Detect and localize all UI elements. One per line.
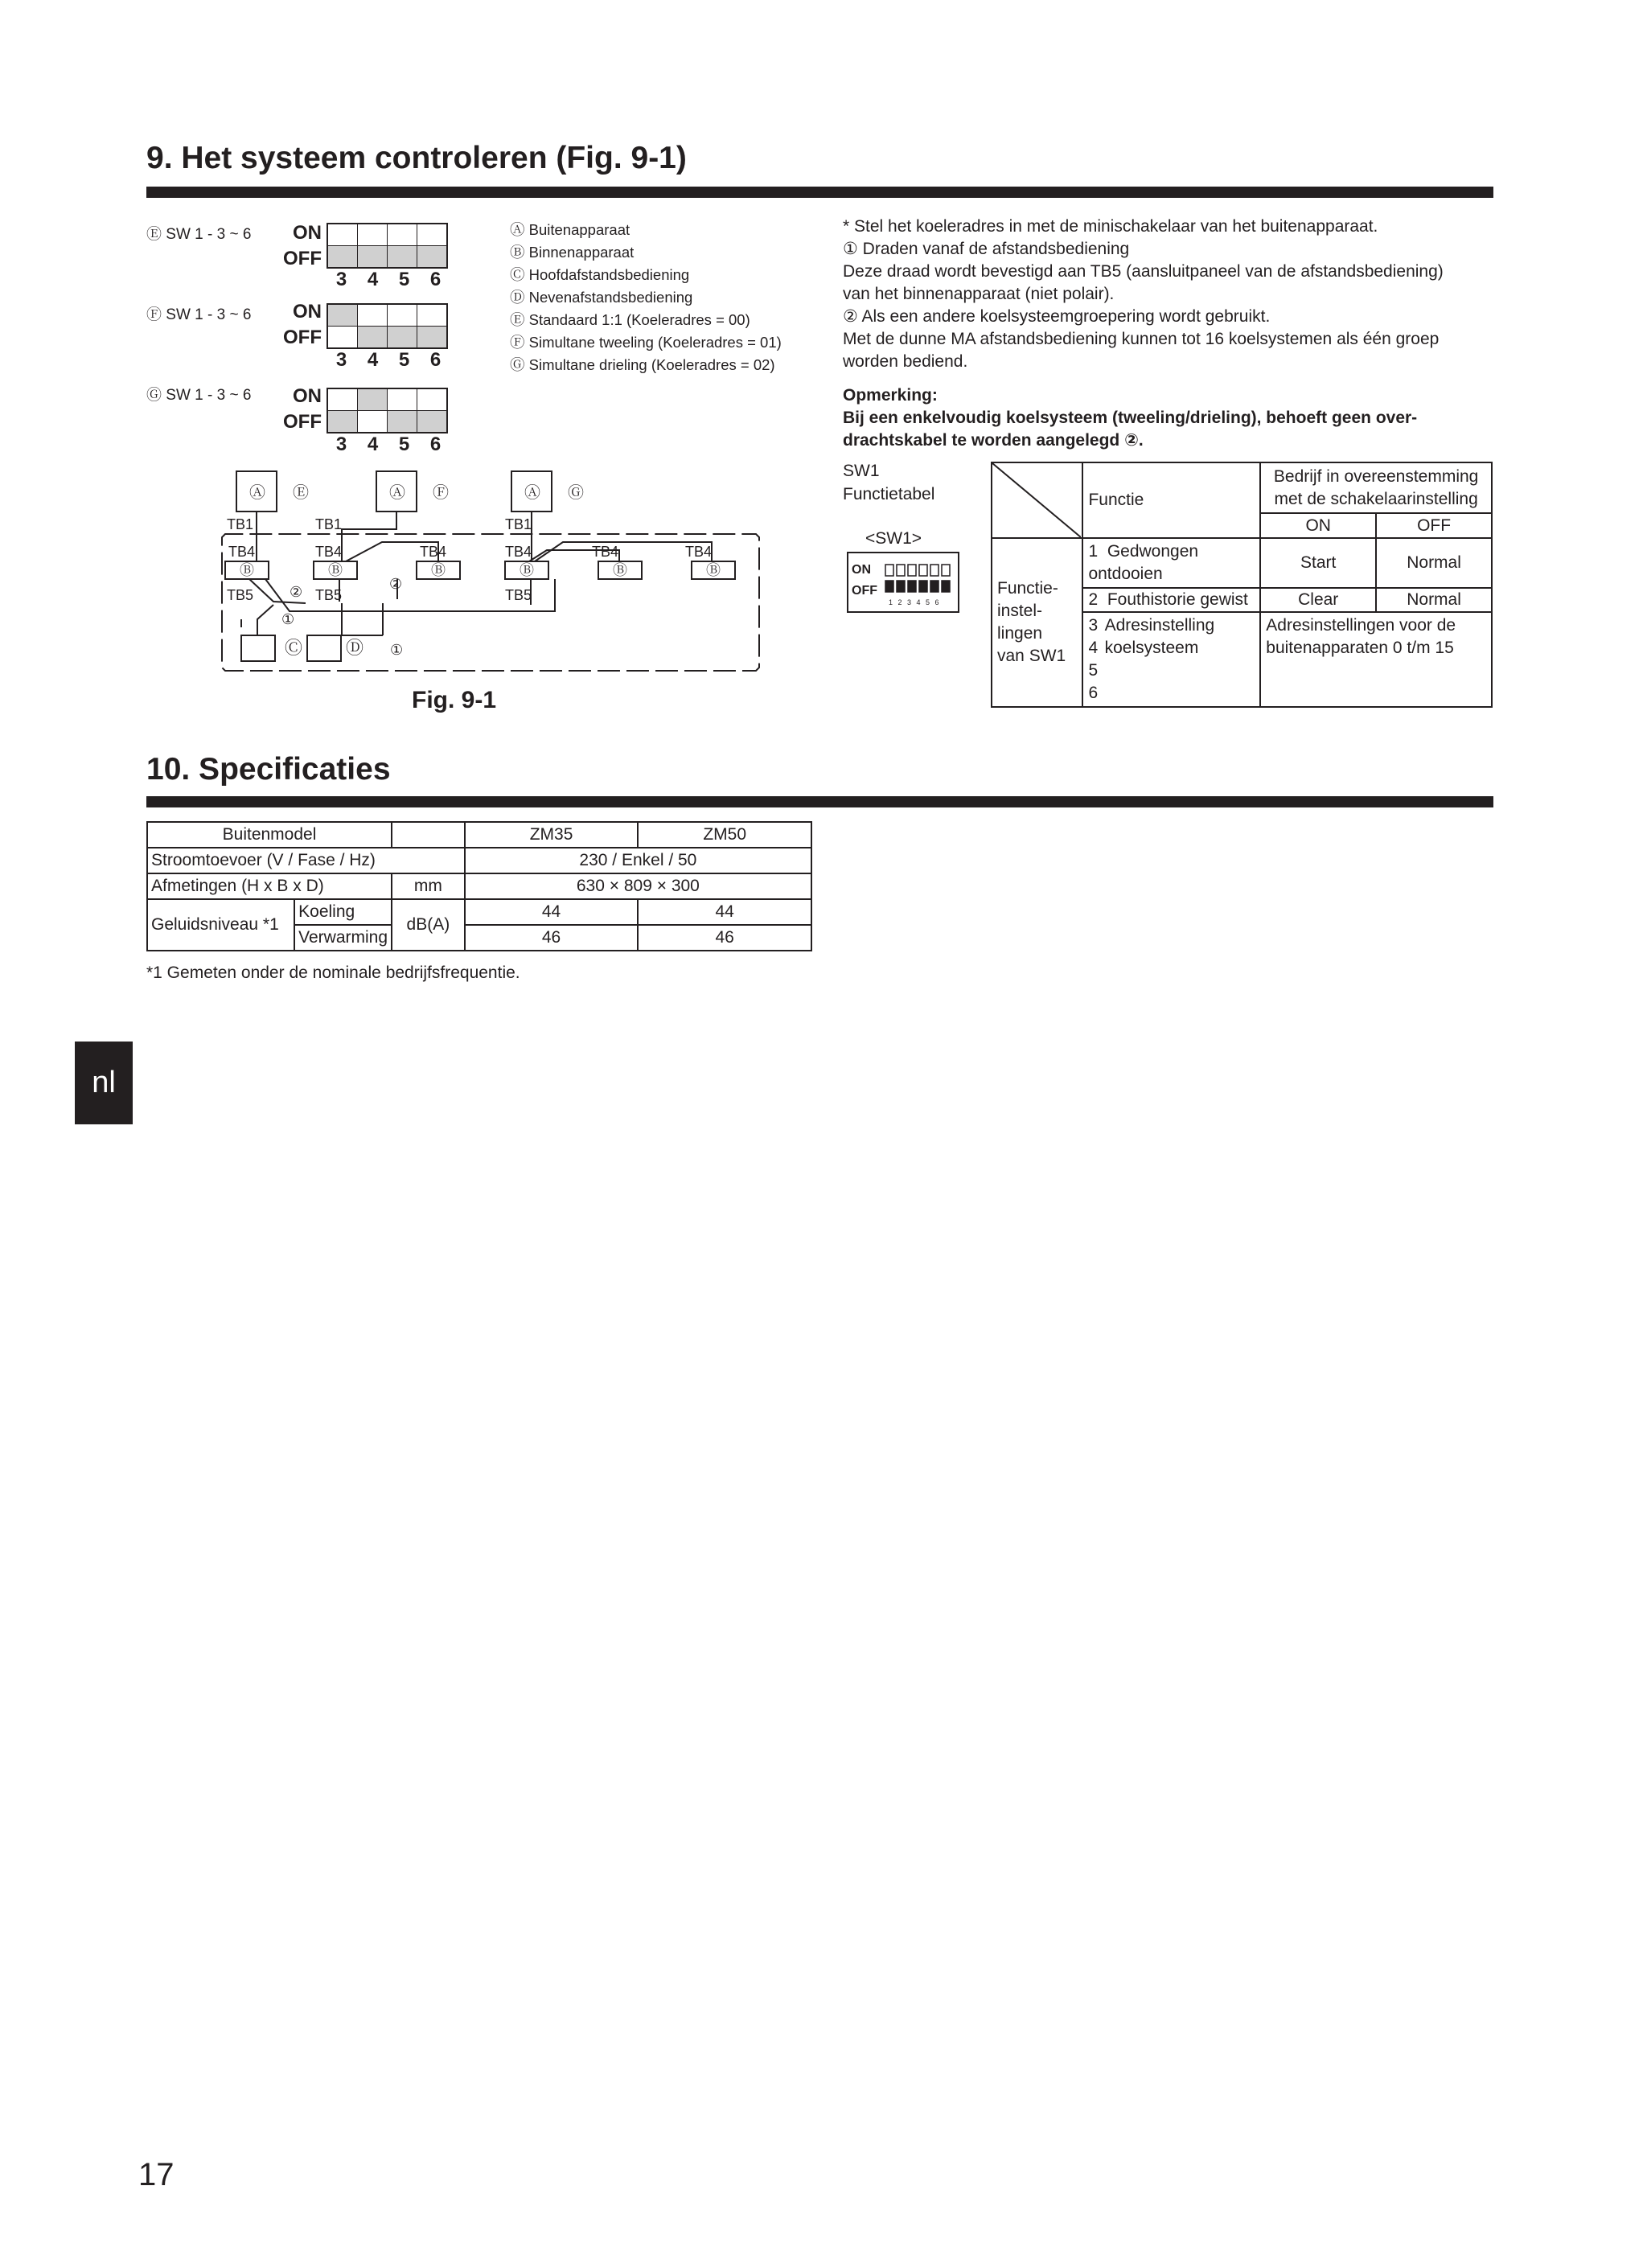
tb1-label: TB1 — [315, 516, 343, 532]
wiring-diagram — [209, 458, 772, 684]
row-function: Fouthistorie gewist — [1107, 590, 1248, 609]
sw1-on-label: ON — [852, 563, 871, 577]
note-line: worden bediend. — [843, 352, 968, 371]
legend-item: Ⓒ Hoofdafstandsbediening — [510, 266, 690, 283]
marker-1: ① — [281, 611, 295, 627]
notes-block — [843, 216, 1444, 373]
sw1-label: SW1 — [843, 462, 880, 480]
figure-caption: Fig. 9-1 — [412, 687, 497, 713]
model-label: Buitenmodel — [147, 822, 392, 848]
indoor-b: Ⓑ — [520, 562, 534, 578]
power-label: Stroomtoevoer (V / Fase / Hz) — [147, 848, 465, 873]
remote-c: Ⓒ — [285, 638, 303, 658]
row-no: 6 — [1088, 684, 1099, 702]
remote-d: Ⓓ — [346, 638, 364, 658]
dims-unit: mm — [392, 873, 465, 899]
switch-group-label: Ⓕ SW 1 - 3 ~ 6 — [146, 306, 252, 323]
legend-item: Ⓖ Simultane drieling (Koeleradres = 02) — [510, 356, 775, 373]
indoor-b: Ⓑ — [328, 562, 343, 578]
on-label: ON — [293, 222, 322, 244]
row-no: 3 — [1088, 616, 1099, 635]
diagram-label-a: Ⓐ — [389, 484, 405, 502]
tb4-label: TB4 — [420, 544, 447, 560]
sw1-switch-bank — [884, 563, 951, 600]
spec-table — [146, 821, 812, 951]
legend-item: Ⓐ Buitenapparaat — [510, 221, 630, 238]
switch-group-label: Ⓖ SW 1 - 3 ~ 6 — [146, 387, 252, 404]
power-value: 230 / Enkel / 50 — [465, 848, 811, 873]
dip-switch-e — [327, 223, 448, 269]
switch-numbers: 3 4 5 6 — [335, 349, 442, 371]
row-label: Functie- instel- lingen van SW1 — [992, 538, 1082, 707]
switch-group-label: Ⓔ SW 1 - 3 ~ 6 — [146, 226, 252, 243]
legend-item: Ⓓ Nevenafstandsbediening — [510, 289, 693, 306]
header-operation: Bedrijf in overeenstemming met de schakelaarinstelling — [1260, 462, 1492, 513]
noise-unit: dB(A) — [392, 899, 465, 951]
page-number: 17 — [138, 2157, 175, 2192]
header-off: OFF — [1376, 513, 1492, 538]
off-label: OFF — [283, 248, 322, 269]
function-row-1 — [1082, 538, 1260, 588]
switch-numbers: 3 4 5 6 — [335, 269, 442, 290]
row-span-value: Adresinstellingen voor de buitenapparaten 0 t/m 15 — [1260, 612, 1492, 707]
sw1-numbers: 1 2 3 4 5 6 — [889, 598, 941, 606]
noise-label: Geluidsniveau *1 — [147, 899, 294, 951]
on-label: ON — [293, 385, 322, 407]
remark-line: drachtskabel te worden aangelegd ②. — [843, 431, 1144, 450]
tb4-label: TB4 — [685, 544, 713, 560]
diagram-label-e: Ⓔ — [293, 484, 309, 502]
dims-value: 630 × 809 × 300 — [465, 873, 811, 899]
row-no: 1 — [1088, 542, 1099, 561]
tb4-label: TB4 — [505, 544, 532, 560]
diagram-label-g: Ⓖ — [568, 484, 584, 502]
sw1-off-label: OFF — [852, 584, 877, 598]
tb5-label: TB5 — [227, 587, 254, 603]
sw1-function-table-label: Functietabel — [843, 485, 935, 503]
diagram-legend — [510, 219, 782, 376]
tb5-label: TB5 — [505, 587, 532, 603]
section-10-rule — [146, 796, 1493, 807]
cooling-label: Koeling — [294, 899, 392, 925]
off-label: OFF — [283, 411, 322, 433]
function-row-2 — [1082, 588, 1260, 612]
note-line: Met de dunne MA afstandsbediening kunnen tot 16 koelsystemen als één groep — [843, 330, 1440, 348]
section-9-rule — [146, 187, 1493, 198]
function-row-3-6 — [1082, 612, 1260, 707]
tb4-label: TB4 — [315, 544, 343, 560]
tb5-label: TB5 — [315, 587, 343, 603]
tb1-label: TB1 — [227, 516, 254, 532]
row-off: Normal — [1376, 538, 1492, 588]
header-function: Functie — [1082, 462, 1260, 538]
sw1-tag: <SW1> — [865, 529, 922, 548]
model-zm50: ZM50 — [638, 822, 811, 848]
legend-item: Ⓑ Binnenapparaat — [510, 244, 635, 261]
header-on: ON — [1260, 513, 1376, 538]
empty-cell — [392, 822, 465, 848]
tb4-label: TB4 — [592, 544, 619, 560]
remark-title: Opmerking: — [843, 386, 938, 405]
row-off: Normal — [1376, 588, 1492, 612]
legend-item: Ⓕ Simultane tweeling (Koeleradres = 01) — [510, 334, 782, 351]
marker-1: ① — [390, 642, 404, 658]
diagram-label-a: Ⓐ — [524, 484, 540, 502]
row-function: Gedwongen ontdooien — [1088, 542, 1199, 583]
legend-item: Ⓔ Standaard 1:1 (Koeleradres = 00) — [510, 311, 750, 328]
sw1-mini-switch — [847, 552, 959, 613]
diagonal-line — [992, 463, 1081, 537]
note-line: Deze draad wordt bevestigd aan TB5 (aansluitpaneel van de afstandsbediening) — [843, 262, 1444, 281]
spec-footnote: *1 Gemeten onder de nominale bedrijfsfrequentie. — [146, 963, 520, 982]
row-no: 2 — [1088, 590, 1099, 609]
switch-numbers: 3 4 5 6 — [335, 433, 442, 455]
heating-zm50: 46 — [638, 925, 811, 951]
row-on: Start — [1260, 538, 1376, 588]
row-function: Adresinstelling koelsysteem — [1104, 616, 1215, 657]
remark-block — [843, 384, 1417, 452]
dip-switch-f — [327, 303, 448, 349]
marker-2: ② — [389, 576, 403, 592]
row-no: 4 — [1088, 639, 1099, 657]
section-10-title: 10. Specificaties — [146, 752, 391, 787]
diagram-label-f: Ⓕ — [433, 484, 449, 502]
indoor-b: Ⓑ — [240, 562, 254, 578]
on-label: ON — [293, 301, 322, 323]
marker-2: ② — [290, 584, 303, 600]
cooling-zm50: 44 — [638, 899, 811, 925]
tb1-label: TB1 — [505, 516, 532, 532]
indoor-b: Ⓑ — [431, 562, 446, 578]
tb4-label: TB4 — [228, 544, 256, 560]
dip-switch-g — [327, 388, 448, 433]
note-line: ① Draden vanaf de afstandsbediening — [843, 240, 1130, 258]
row-3-group — [1088, 614, 1255, 705]
row-on: Clear — [1260, 588, 1376, 612]
heating-zm35: 46 — [465, 925, 639, 951]
indoor-b: Ⓑ — [706, 562, 721, 578]
off-label: OFF — [283, 327, 322, 348]
model-zm35: ZM35 — [465, 822, 639, 848]
heating-label: Verwarming — [294, 925, 392, 951]
diagram-label-a: Ⓐ — [249, 484, 265, 502]
remark-line: Bij een enkelvoudig koelsysteem (tweeling/drieling), behoeft geen over- — [843, 409, 1418, 427]
dims-label: Afmetingen (H x B x D) — [147, 873, 392, 899]
function-table-corner — [992, 462, 1082, 538]
indoor-b: Ⓑ — [613, 562, 627, 578]
function-table — [991, 462, 1493, 708]
section-9-title: 9. Het systeem controleren (Fig. 9-1) — [146, 141, 687, 175]
row-no: 5 — [1088, 661, 1099, 680]
note-line: * Stel het koeleradres in met de minischakelaar van het buitenapparaat. — [843, 217, 1378, 236]
language-tab: nl — [75, 1042, 133, 1124]
cooling-zm35: 44 — [465, 899, 639, 925]
note-line: van het binnenapparaat (niet polair). — [843, 285, 1115, 303]
note-line: ② Als een andere koelsysteemgroepering wordt gebruikt. — [843, 307, 1271, 326]
